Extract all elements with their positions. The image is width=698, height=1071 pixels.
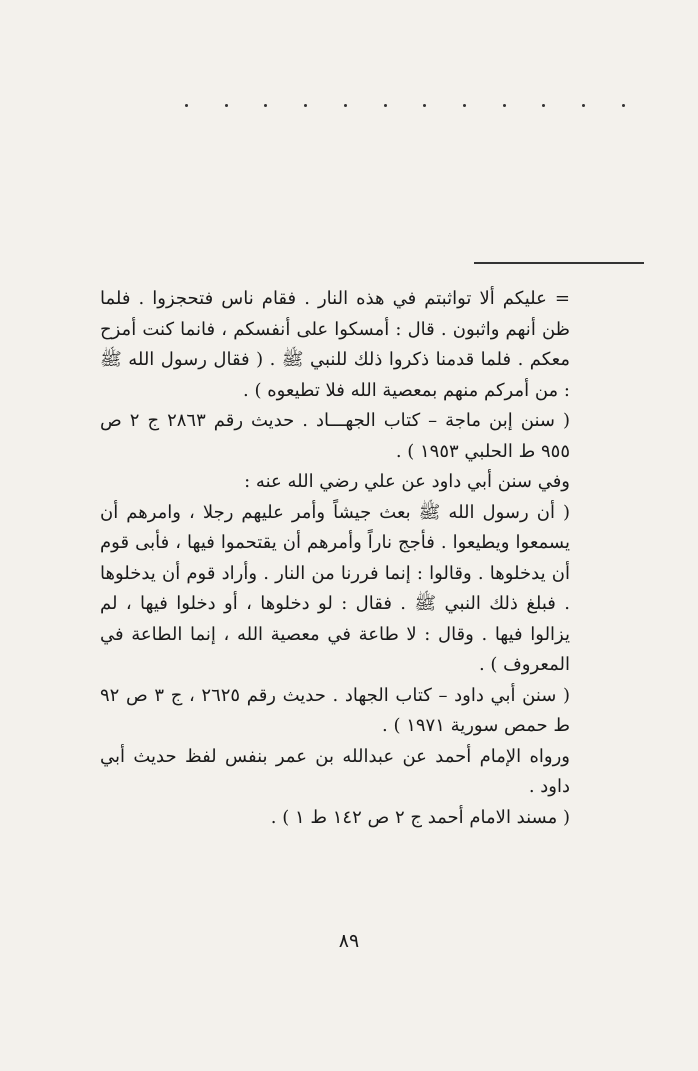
dot [463,104,466,107]
paragraph-hadith-abu-dawud: ( أن رسول الله ﷺ بعث جيشاً وأمر عليهم رجلا ، وامرهم أن يسمعوا ويطيعوا . فأجج ناراً وأمرهم أن يقتحموا فيها ، فأبى قوم أن يدخلوها . وقالوا : إنما فررنا من النار . وأراد قوم أن يدخلوها . فبلغ ذلك النبي ﷺ . فقال : لو دخلوها ، أو دخلوا فيها ، لم يزالوا فيها . وقال : لا طاعة في معصية الله ، إنما الطاعة في المعروف ) . [100,501,570,675]
page-body-text [100,284,570,833]
paragraph-abu-dawud-intro: وفي سنن أبي داود عن علي رضي الله عنه : [244,471,570,492]
dot [304,104,307,107]
paragraph-reference-ibn-majah: ( سنن إبن ماجة – كتاب الجهـــاد . حديث رقم ٢٨٦٣ ج ٢ ص ٩٥٥ ط الحلبي ١٩٥٣ ) . [100,410,571,462]
footnote-separator-rule [474,262,644,264]
dot [622,104,625,107]
paragraph-hadith-continuation: = عليكم ألا تواثبتم في هذه النار . فقام ناس فتحجزوا . فلما ظن أنهم واثبون . قال : أمسكوا على أنفسكم ، فانما كنت أمزح معكم . فلما قدمنا ذكروا ذلك للنبي ﷺ . ( فقال رسول الله ﷺ : من أمركم منهم بمعصية الله فلا تطيعوه ) . [100,288,570,401]
dot [185,104,188,107]
dot [423,104,426,107]
dot [503,104,506,107]
dot [582,104,585,107]
dot [264,104,267,107]
dot [344,104,347,107]
decorative-dots-row [185,104,625,107]
page-number: ٨٩ [338,930,360,952]
paragraph-ahmad-narration: ورواه الإمام أحمد عن عبدالله بن عمر بنفس لفظ حديث أبي داود . [100,745,570,797]
dot [384,104,387,107]
paragraph-reference-abu-dawud: ( سنن أبي داود – كتاب الجهاد . حديث رقم ٢٦٢٥ ، ج ٣ ص ٩٢ ط حمص سورية ١٩٧١ ) . [100,684,570,736]
dot [225,104,228,107]
paragraph-reference-ahmad: ( مسند الامام أحمد ج ٢ ص ١٤٢ ط ١ ) . [270,806,570,828]
dot [542,104,545,107]
